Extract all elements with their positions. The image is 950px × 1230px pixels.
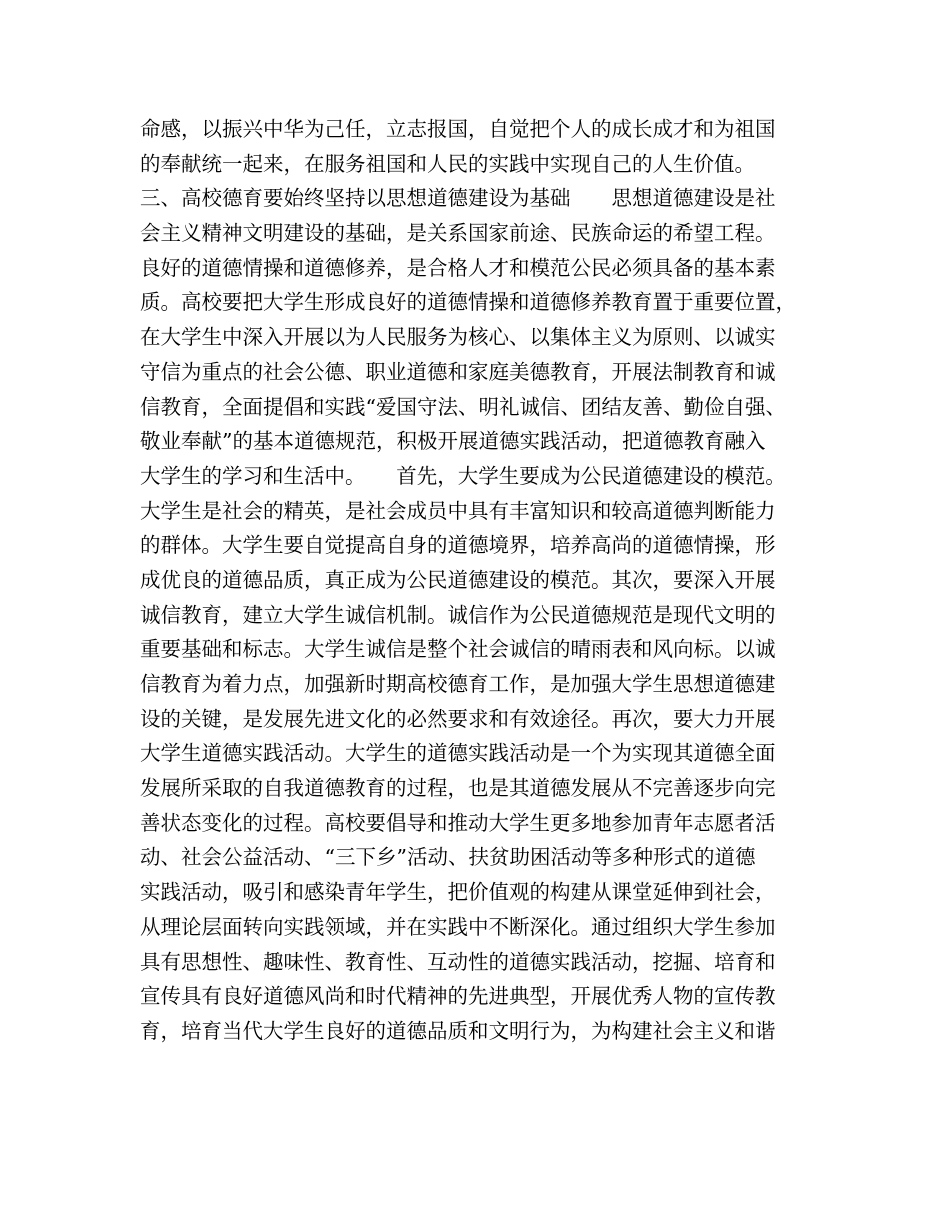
text-line: 动、社会公益活动、“三下乡”活动、扶贫助困活动等多种形式的道德 bbox=[140, 845, 756, 870]
text-line: 从理论层面转向实践领域，并在实践中不断深化。通过组织大学生参加 bbox=[140, 914, 776, 939]
text-line: 善状态变化的过程。高校要倡导和推动大学生更多地参加青年志愿者活 bbox=[140, 810, 776, 835]
text-line: 守信为重点的社会公德、职业道德和家庭美德教育，开展法制教育和诚 bbox=[140, 359, 776, 384]
text-line: 具有思想性、趣味性、教育性、互动性的道德实践活动，挖掘、培育和 bbox=[140, 949, 776, 974]
text-line: 成优良的道德品质，真正成为公民道德建设的模范。其次，要深入开展 bbox=[140, 567, 776, 592]
text-line: 宣传具有良好道德风尚和时代精神的先进典型，开展优秀人物的宣传教 bbox=[140, 984, 776, 1009]
text-line: 在大学生中深入开展以为人民服务为核心、以集体主义为原则、以诚实 bbox=[140, 325, 776, 350]
body-text bbox=[140, 112, 830, 1049]
text-line: 大学生是社会的精英，是社会成员中具有丰富知识和较高道德判断能力 bbox=[140, 498, 776, 523]
text-line: 会主义精神文明建设的基础，是关系国家前途、民族命运的希望工程。 bbox=[140, 221, 776, 246]
text-line: 重要基础和标志。大学生诚信是整个社会诚信的晴雨表和风向标。以诚 bbox=[140, 637, 776, 662]
text-line: 命感，以振兴中华为己任，立志报国，自觉把个人的成长成才和为祖国 bbox=[140, 117, 776, 141]
text-line: 大学生道德实践活动。大学生的道德实践活动是一个为实现其道德全面 bbox=[140, 741, 776, 766]
text-line: 敬业奉献”的基本道德规范，积极开展道德实践活动，把道德教育融入 bbox=[140, 429, 766, 454]
text-line: 的群体。大学生要自觉提高自身的道德境界，培养高尚的道德情操，形 bbox=[140, 533, 776, 558]
text-line: 的奉献统一起来，在服务祖国和人民的实践中实现自己的人生价值。 bbox=[140, 151, 755, 176]
text-line: 实践活动，吸引和感染青年学生，把价值观的构建从课堂延伸到社会， bbox=[140, 880, 776, 905]
text-line: 大学生的学习和生活中。 首先，大学生要成为公民道德建设的模范。 bbox=[140, 463, 786, 488]
text-line: 三、高校德育要始终坚持以思想道德建设为基础 思想道德建设是社 bbox=[140, 186, 776, 211]
text-line: 良好的道德情操和道德修养，是合格人才和模范公民必须具备的基本素 bbox=[140, 255, 776, 280]
text-line: 诚信教育，建立大学生诚信机制。诚信作为公民道德规范是现代文明的 bbox=[140, 602, 776, 627]
text-line: 育，培育当代大学生良好的道德品质和文明行为，为构建社会主义和谐 bbox=[140, 1018, 776, 1043]
text-line: 发展所采取的自我道德教育的过程，也是其道德发展从不完善逐步向完 bbox=[140, 776, 776, 801]
text-line: 信教育为着力点，加强新时期高校德育工作，是加强大学生思想道德建 bbox=[140, 672, 776, 696]
text-line: 质。高校要把大学生形成良好的道德情操和道德修养教育置于重要位置， bbox=[140, 290, 796, 315]
text-line: 设的关键，是发展先进文化的必然要求和有效途径。再次，要大力开展 bbox=[140, 706, 776, 731]
text-line: 信教育，全面提倡和实践“爱国守法、明礼诚信、团结友善、勤俭自强、 bbox=[140, 394, 786, 419]
